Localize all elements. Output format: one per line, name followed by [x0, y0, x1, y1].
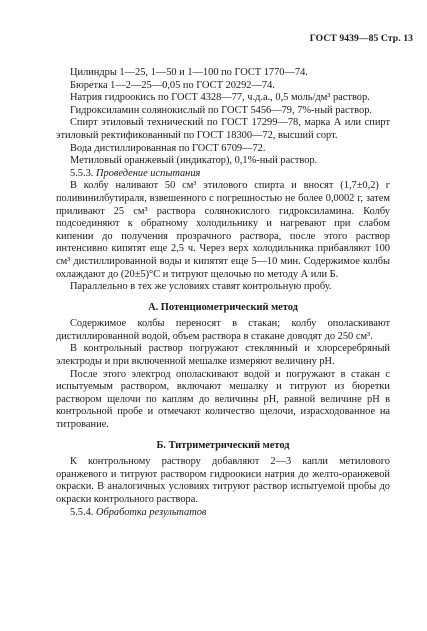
- section-number: 5.5.4.: [70, 506, 94, 518]
- section-5-5-4-heading: [56, 507, 390, 520]
- method-a-heading: А. Потенциометрический метод: [148, 301, 298, 313]
- paragraph: В контрольный раствор погружают стеклянный и хлорсеребряный электроды и при включенной мешалке измеряют величину рН.: [56, 343, 390, 368]
- paragraph: Параллельно в тех же условиях ставят контрольную пробу.: [70, 281, 332, 293]
- section-number: 5.5.3.: [70, 167, 94, 179]
- reagent-line: Гидроксиламин солянокислый по ГОСТ 5456—79, 7%-ный раствор.: [70, 104, 372, 116]
- reagent-line: Спирт этиловый технический по ГОСТ 17299—78, марка А или спирт этиловый ректификованный по ГОСТ 18300—72, высший сорт.: [56, 117, 390, 141]
- reagent-line: Метиловый оранжевый (индикатор), 0,1%-ный раствор.: [70, 155, 318, 167]
- paragraph: К контрольному раствору добавляют 2—3 капли метилового оранжевого и титруют раствором гидроокиси натрия до желто-оранжевой окраски. В аналогичных условиях титруют раствор испытуемой пробы до окраски контрольного раствора.: [56, 456, 390, 505]
- paragraph: В колбу наливают 50 см³ этилового спирта и вносят (1,7±0,2) г поливинилбутираля, взвешенного с погрешностью не более 0,0002 г, затем приливают 25 см³ раствора солянокислого гидроксиламина. Колбу подсоединяют к обратному холодильнику и нагревают при слабом кипении до получения прозрачного раствора, после этого раствор интенсивно кипятят еще 2,5 ч. Через верх холодильника прибавляют 100 см³ дистиллированной воды и кипятят еще 5—10 мин. Содержимое колбы охлаждают до (20±5)°С и титруют щелочью по методу А или Б.: [56, 180, 390, 280]
- document-body: [56, 67, 390, 519]
- reagent-line: Натрия гидроокись по ГОСТ 4328—77, ч.д.а., 0,5 моль/дм³ раствор.: [70, 92, 370, 104]
- section-title: Проведение испытания: [96, 167, 201, 179]
- method-b-heading: Б. Титриметрический метод: [156, 439, 290, 451]
- reagent-line: Бюретка 1—2—25—0,05 по ГОСТ 20292—74.: [70, 79, 275, 91]
- section-5-5-3-heading: [56, 168, 390, 181]
- reagent-line: Вода дистиллированная по ГОСТ 6709—72.: [70, 142, 266, 154]
- reagent-line: Цилиндры 1—25, 1—50 и 1—100 по ГОСТ 1770—74.: [70, 67, 308, 78]
- paragraph: Содержимое колбы переносят в стакан; колбу ополаскивают дистиллированной водой, объем раствора в стакане доводят до 250 см³.: [56, 318, 390, 342]
- paragraph: После этого электрод ополаскивают водой и погружают в стакан с испытуемым раствором, включают мешалку и титруют из бюретки раствором щелочи по каплям до величины рН, равной величине рН в контрольной пробе и отмечают количество щелочи, израсходованное на титрование.: [56, 368, 390, 431]
- page-header: ГОСТ 9439—85 Стр. 13: [309, 33, 413, 44]
- section-title: Обработка результатов: [96, 506, 207, 518]
